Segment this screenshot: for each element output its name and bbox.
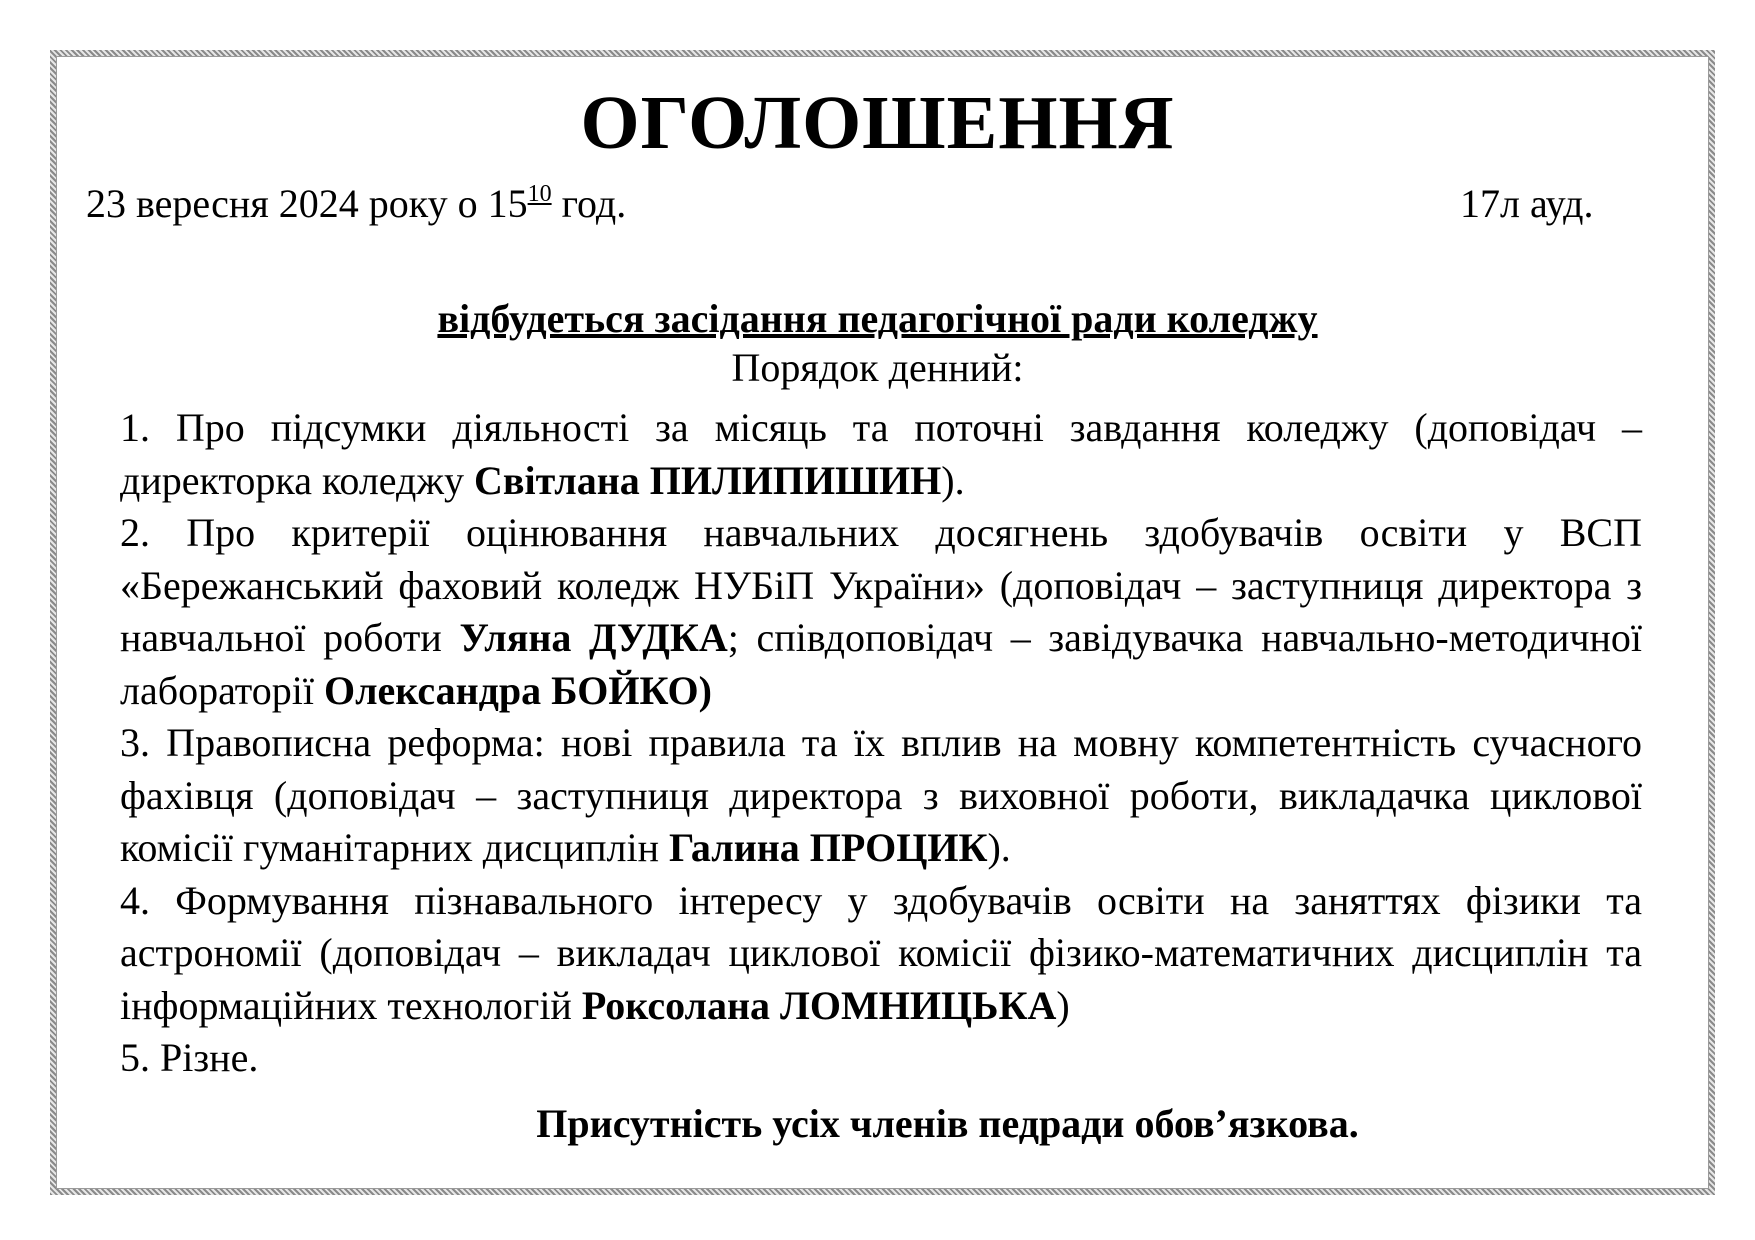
- agenda-item-4: [120, 875, 1642, 1033]
- agenda-item-text-end: ).: [987, 825, 1011, 870]
- announcement-title: ОГОЛОШЕННЯ: [580, 81, 1175, 165]
- agenda-list: [120, 402, 1642, 1085]
- agenda-item-text-end: ): [698, 667, 712, 713]
- attendance-notice: Присутність усіх членів педради обов’язкова.: [536, 1101, 1359, 1146]
- agenda-item-text-end: ).: [941, 457, 965, 503]
- meeting-date-time: [86, 178, 626, 230]
- meeting-time-minutes: 10: [527, 181, 552, 207]
- agenda-item-text: 4. Формування пізнавального інтересу у здобувачів освіти на заняттях фізики та астрономії (доповідач – викладач циклової комісії фізико-математичних дисциплін та інформаційних технологій: [120, 877, 1642, 1028]
- agenda-item-text: 2. Про критерії оцінювання навчальних досягнень здобувачів освіти у ВСП «Бережанський фаховий коледж НУБіП України» (доповідач – заступниця директора з навчальної роботи: [120, 510, 1642, 660]
- meeting-date: 23 вересня 2024 року о 15: [86, 181, 528, 226]
- meeting-time-suffix: год.: [551, 181, 627, 226]
- event-description: відбудеться засідання педагогічної ради коледжу: [437, 296, 1318, 341]
- agenda-item-text-end: ): [1056, 982, 1070, 1028]
- co-speaker-name: Олександра БОЙКО: [323, 667, 699, 713]
- speaker-name: Світлана ПИЛИПИШИН: [474, 457, 942, 503]
- agenda-item-1: [120, 402, 1642, 507]
- agenda-heading: Порядок денний:: [731, 345, 1024, 390]
- agenda-item-text: 5. Різне.: [120, 1035, 259, 1080]
- agenda-item-text: 1. Про підсумки діяльності за місяць та поточні завдання коледжу (доповідач – директорка коледжу: [120, 405, 1642, 503]
- meeting-room: 17л ауд.: [1460, 181, 1594, 226]
- agenda-item-2: [120, 507, 1642, 717]
- agenda-item-text-middle: ; співдоповідач – завідувачка навчально-методичної лабораторії: [120, 615, 1643, 713]
- speaker-name: Галина ПРОЦИК: [668, 825, 988, 870]
- agenda-item-3: [120, 717, 1642, 875]
- agenda-item-5: [120, 1032, 1642, 1085]
- speaker-name: Уляна ДУДКА: [459, 615, 728, 660]
- speaker-name: Роксолана ЛОМНИЦЬКА: [581, 982, 1057, 1028]
- agenda-item-text: 3. Правописна реформа: нові правила та їх вплив на мовну компетентність сучасного фахівця (доповідач – заступниця директора з виховної роботи, викладачка циклової комісії гуманітарних дисциплін: [120, 720, 1642, 870]
